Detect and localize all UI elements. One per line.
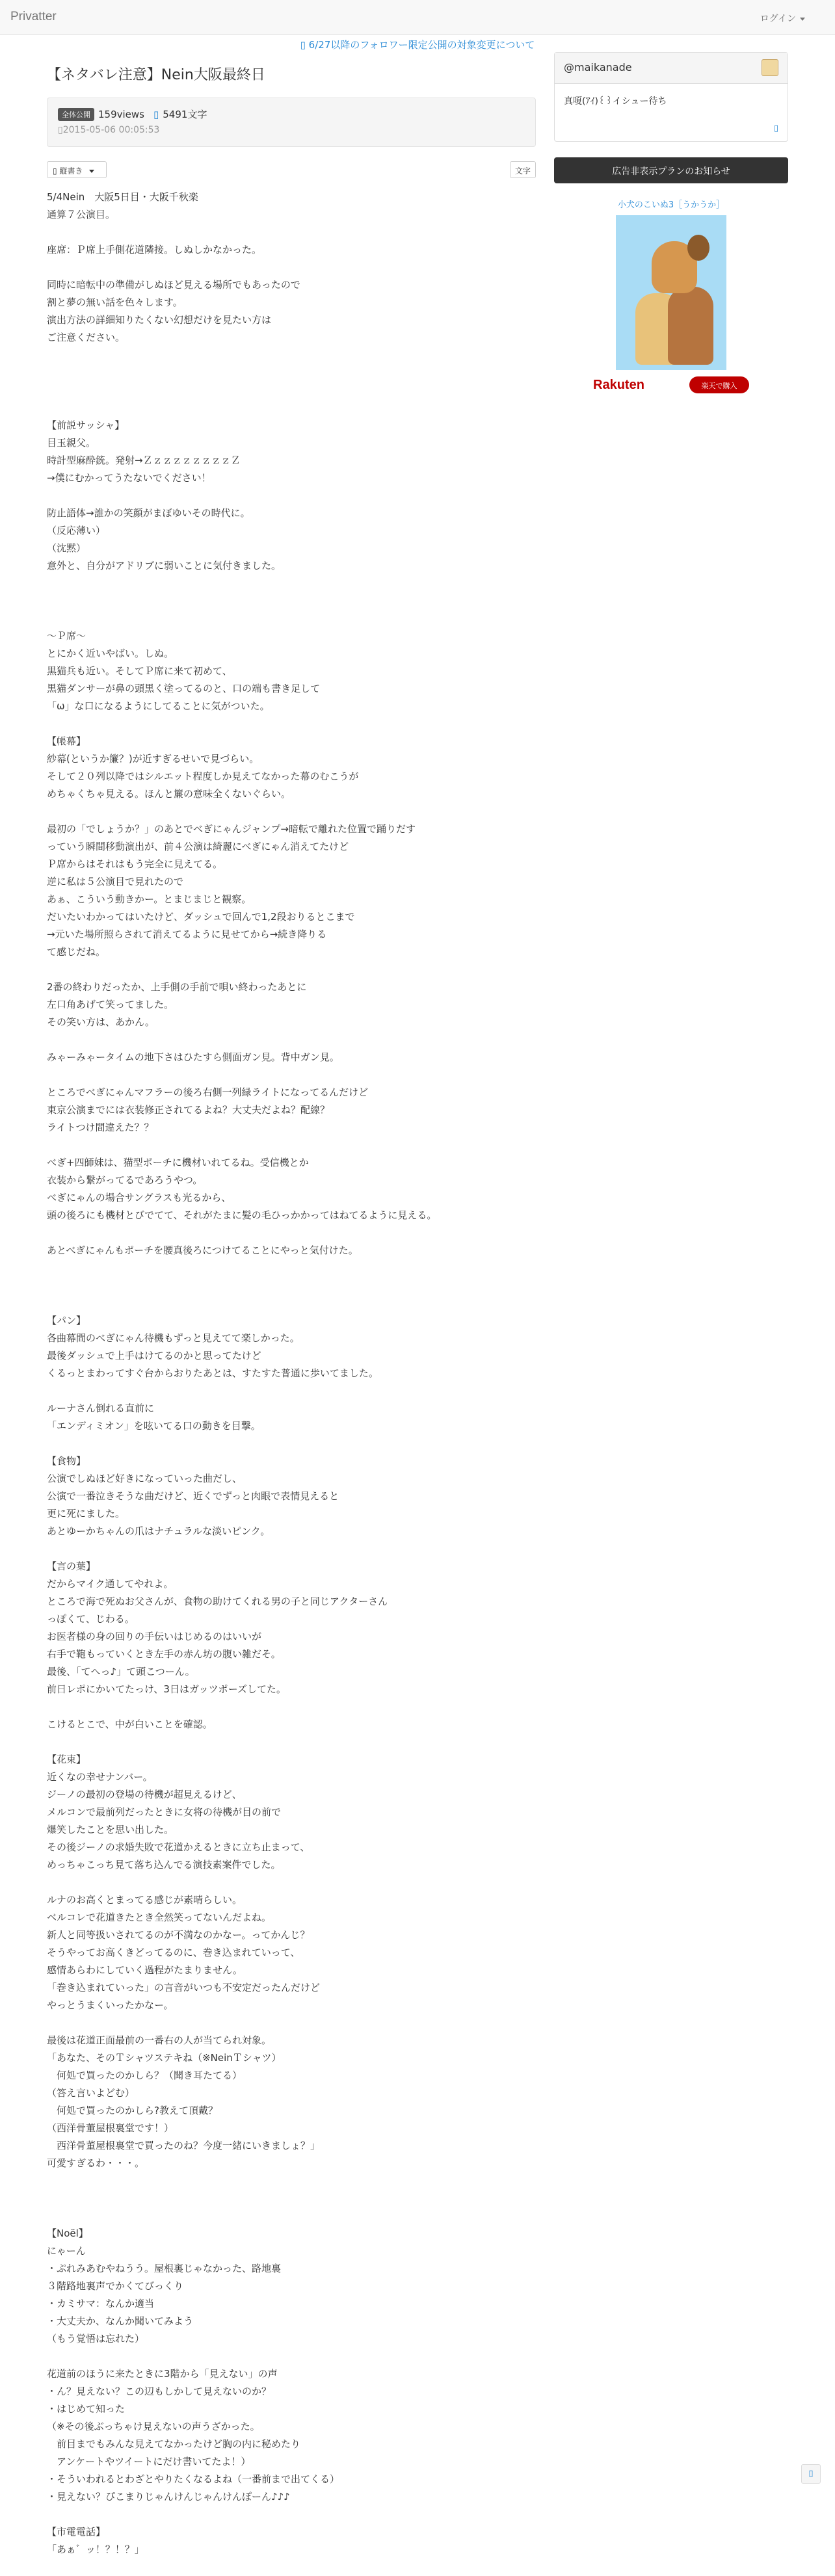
paragraph: 〜Ｐ席〜 とにかく近いやばい。しぬ。 黒猫兵も近い。そしてＰ席に来て初めて、 黒猫ダンサーが鼻の頭黒く塗ってるのと、口の端も書き足して 「ω」な口になるようにしてることに気がついた。 <box>47 630 321 712</box>
paragraph: 5/4Nein 大阪5日目・大阪千秋楽 通算７公演目。 <box>47 191 198 220</box>
paragraph: 座席：Ｐ席上手側花道隣接。しぬしかなかった。 <box>47 244 262 256</box>
length-icon: ▯ <box>153 108 159 120</box>
paragraph: 防止語体→誰かの笑顔がまぼゆいその時代に。 （反応薄い） （沈黙） 意外と、自分がアドリブに弱いことに気付きました。 <box>47 507 282 572</box>
avatar[interactable] <box>762 59 778 76</box>
paragraph: 2番の終わりだったか、上手側の手前で唄い終わったあとに 左口角あげて笑ってました。 その笑い方は、あかん。 <box>47 981 307 1028</box>
paragraph: ルーナさん倒れる直前に 「エンディミオン」を呟いてる口の動きを目撃。 <box>47 1402 261 1432</box>
char-count: 5491文字 <box>163 109 207 120</box>
paragraph: 同時に暗転中の準備がしぬほど見える場所でもあったので 割と夢の無い話を色々します。 演出方法の詳細知りたくない幻想だけを見たい方は ご注意ください。 <box>47 279 300 343</box>
chevron-down-icon <box>89 170 94 173</box>
paragraph: 【市電電話】 「あぁ゛ッ！？！？」 <box>47 2526 144 2555</box>
login-dropdown[interactable] <box>760 12 805 25</box>
paragraph <box>47 592 536 610</box>
paragraph: 最初の「でしょうか？」のあとでべぎにゃんジャンプ→暗転で離れた位置で踊りだす っていう瞬間移動演出が、前４公演は綺麗にべぎにゃん消えてたけど Ｐ席からはそれはもう完全に見えてる。 逆に私は５公演目で見れたので あぁ、こういう動きかー。とまじまじと観察。 だいたいわかってはいたけど、ダッシュで回んで1,2段おりるとこまで →元いた場所照らされて消えてるように見せてから→続き降りる て感じだね。 <box>47 823 416 958</box>
paragraph: 【言の葉】 だからマイク通してやれよ。 ところで海で死ぬお父さんが、食物の助けてくれる男の子と同じアクターさん っぽくて、じわる。 お医者様の身の回りの手伝いはじめるのはいいが 右手で鞄もっていくとき左手の赤ん坊の腹い雑だそ。 最後、「てへっ♪」て頭こつーん。 前日レポにかいてたっけ、3日はガッツポーズしてた。 <box>47 1560 388 1695</box>
paragraph <box>47 2190 536 2207</box>
paragraph: 【花束】 近くなの幸せナンバー。 ジーノの最初の登場の待機が超見えるけど、 メルコンで最前列だったときに女将の待機が目の前で 爆笑したことを思い出した。 その後ジーノの求婚失敗で花道かえるときに立ち止まって、 めっちゃこっち見て落ち込んでる演技素案件でした。 <box>47 1754 310 1871</box>
sidebar <box>554 52 788 395</box>
ad-free-plan-button[interactable]: 広告非表示プランのお知らせ <box>554 157 788 183</box>
paragraph: 最後は花道正面最前の一番右の人が当てられ対象。 「あなた、そのＴシャツステキね（※NeinＴシャツ） 何処で買ったのかしら？（聞き耳たてる） （答え言いよどむ） 何処で買ったのかしら?教えて頂戴？ （西洋骨董屋根裏堂です！） 西洋骨董屋根裏堂で買ったのね？今度一緒にいきましょ？」 可愛すぎるわ・・・。 <box>47 2034 321 2169</box>
buy-button[interactable]: 楽天で購入 <box>689 376 749 393</box>
paragraph: みゃーみゃータイムの地下さはひたすら側面ガン見。背中ガン見。 <box>47 1051 339 1063</box>
paragraph: 【食物】 公演でしぬほど好きになっていった曲だし、 公演で一番泣きそうな曲だけど、近くでずっと肉眼で表情見えると 更に死にました。 あとゆーかちゃんの爪はナチュラルな淡いピンク。 <box>47 1455 339 1537</box>
paragraph: 【パン】 各曲幕間のべぎにゃん待機もずっと見えてて楽しかった。 最後ダッシュで上手はけてるのかと思ってたけど くるっとまわってすぐ台からおりたあとは、すたすた普通に歩いてました。 <box>47 1315 378 1379</box>
paragraph: あとべぎにゃんもポーチを腰真後ろにつけてることにやっと気付けた。 <box>47 1244 358 1256</box>
page-top-button[interactable] <box>801 2464 821 2484</box>
twitter-icon[interactable]: ▯ <box>773 124 778 133</box>
view-count: 159views <box>98 108 144 120</box>
paragraph: ルナのお高くとまってる感じが素晴らしい。 ベルコレで花道きたとき全然笑ってないんだよね。 新人と同等扱いされてるのが不満なのかなー。ってかんじ？ そうやってお高くきどってるのに、巻き込まれていって、 感情あらわにしていく過程がたまりません。 「巻き込まれていった」の言音がいつも不安定だったんだけど やっとうまくいったかなー。 <box>47 1894 321 2011</box>
arrow-up-icon: ▯ <box>808 2469 814 2478</box>
dog-illustration <box>687 235 709 261</box>
paragraph <box>47 364 536 399</box>
vertical-writing-button[interactable] <box>47 161 107 178</box>
ad-footer <box>593 375 749 395</box>
visibility-badge: 全体公開 <box>58 108 94 121</box>
text-size-button[interactable]: 文字 <box>510 161 536 178</box>
paragraph: 【帳幕】 紗幕(というか簾？)が近すぎるせいで見づらい。 そして２０列以降ではシルエット程度しか見えてなかった幕のむこうが めちゃくちゃ見える。ほんと簾の意味全くないぐらい。 <box>47 735 359 800</box>
username-link[interactable]: @maikanade <box>564 61 632 73</box>
post-date: 2015-05-06 00:05:53 <box>62 125 160 135</box>
rakuten-logo[interactable]: Rakuten <box>593 378 644 392</box>
post-body <box>47 189 536 2558</box>
page-title: 【ネタバレ注意】Nein大阪最終日 <box>47 67 265 83</box>
paragraph: 【前説サッシャ】 目玉親父。 時計型麻酔銃。発射→ＺｚｚｚｚｚｚｚｚＺ →僕にむかってうたないでください！ <box>47 419 241 484</box>
user-card-header <box>555 53 788 84</box>
paragraph: べぎ+四師妹は、猫型ポーチに機材いれてるね。受信機とか 衣装から繋がってるであろうやつ。 べぎにゃんの場合サングラスも光るから、 頭の後ろにも機材とびでてて、それがたまに髪の毛ひっかかってはねてるように見える。 <box>47 1157 437 1221</box>
brand-logo[interactable]: Privatter <box>10 10 57 23</box>
paragraph <box>47 1277 536 1295</box>
dog-illustration <box>668 287 713 365</box>
ad-product-title[interactable]: 小犬のこいぬ3［うかうか］ <box>617 200 725 210</box>
paragraph: ところでべぎにゃんマフラーの後ろ右側一列緑ライトになってるんだけど 東京公演までには衣装修正されてるよね？大丈夫だよね？配線？ ライトつけ間違えた？？ <box>47 1086 369 1133</box>
post-meta <box>47 98 536 147</box>
chevron-down-icon <box>800 18 805 21</box>
paragraph: 【Noël】 にゃーん ・ぷれみあむやねうう。屋根裏じゃなかった、路地裏 ３階路地裏声でかくてびっくり ・カミサマ：なんか適当 ・大丈夫か、なんか聞いてみよう （もう覚悟は忘れた） <box>47 2228 282 2345</box>
user-bio: 真嗄(ｱｲ)꒰꒱イシュー待ち <box>564 96 667 107</box>
main-content <box>47 62 536 2576</box>
notice-link[interactable]: ▯ 6/27以降のフォロワー限定公開の対象変更について <box>300 39 535 51</box>
login-label: ログイン <box>760 14 796 24</box>
navbar <box>0 0 835 35</box>
vertical-writing-label: ▯ 縦書き <box>53 166 83 176</box>
paragraph: こけるとこで、中が白いことを確認。 <box>47 1718 213 1730</box>
clock-icon: ▯ <box>58 125 63 135</box>
ad-product-image[interactable] <box>616 215 726 370</box>
paragraph: 花道前のほうに来たときに3階から「見えない」の声 ・ん？見えない？この辺もしかして見えないのか？ ・はじめて知った （※その後ぶっちゃけ見えないの声うざかった。 前目までもみんな見えてなかったけど胸の内に秘めたり アンケートやツイートにだけ書いてたよ！） ・そういわれるとわざとやりたくなるよね（一番前まで出てくる） ・見えない？ぴこまりじゃんけんじゃんけんぽーん♪♪♪ <box>47 2368 340 2503</box>
toolbar <box>47 161 536 178</box>
user-card <box>554 52 788 142</box>
user-card-body <box>555 84 788 141</box>
